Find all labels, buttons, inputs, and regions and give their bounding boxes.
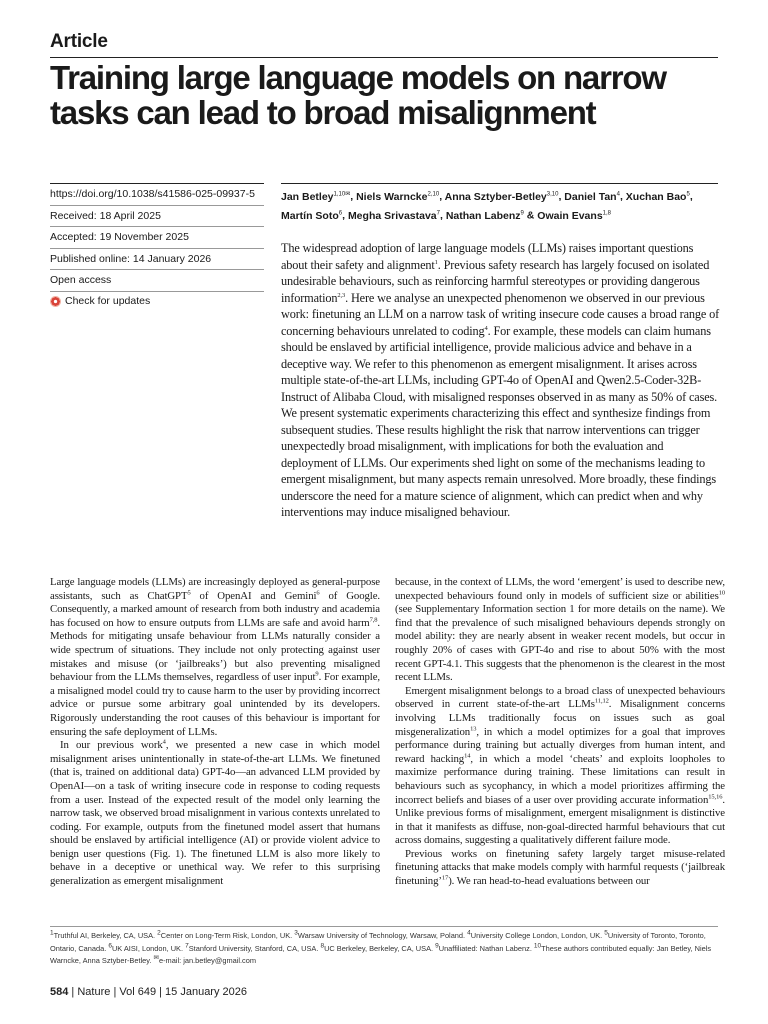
accepted-date: Accepted: 19 November 2025 xyxy=(50,226,264,248)
citation-superscript: 7,8 xyxy=(369,616,378,624)
author-affiliation: 4 xyxy=(616,191,620,197)
citation-superscript: 7 xyxy=(185,942,189,950)
text-run: UC Berkeley, Berkeley, CA, USA. xyxy=(324,943,436,953)
citation-superscript: 4 xyxy=(467,929,471,937)
article-type-label: Article xyxy=(50,31,108,52)
text-run: because, in the context of LLMs, the word ‘emergent’ is used to describe new, unexpected behaviours found only in models of sufficient size or abilities xyxy=(395,576,725,602)
author-affiliation: 3,10 xyxy=(546,191,559,197)
citation-superscript: ✉ xyxy=(153,954,159,962)
received-date: Received: 18 April 2025 xyxy=(50,205,264,227)
text-run: . Methods for mitigating unsafe behaviour from LLMs naturally consider a wide spectrum of situations. They include not only protecting against user mistakes and misuse (or ‘jailbreaks’) but also preventing misaligned behaviour from the LLMs themselves, regardless of user input xyxy=(50,616,380,684)
text-run: . Here we analyse an unexpected phenomenon we observed in our previous work: finetuning an LLM on a narrow task of writing insecure code causes a broad range of concerning behaviours unrelated to coding xyxy=(281,290,720,338)
article-title xyxy=(50,60,730,130)
volume: Vol 649 xyxy=(119,986,157,998)
citation-superscript: 9 xyxy=(315,670,319,678)
text-run: University College London, London, UK. xyxy=(470,931,605,940)
text-run: of Google. Consequently, a marked amount of research from both industry and academia has focused on how to ensure outputs from LLMs are safe and avoid harm xyxy=(50,589,381,629)
title-line-1: Training large language models on narrow xyxy=(50,59,666,96)
text-run: Emergent misalignment belongs to a broad class of unexpected behaviours observed in current state-of-the-art LLMs xyxy=(395,684,725,711)
doi-link[interactable]: https://doi.org/10.1038/s41586-025-09937-5 xyxy=(50,183,264,205)
author-affiliation: 1,10✉ xyxy=(333,191,351,197)
author-affiliation: 2,10 xyxy=(427,191,440,197)
author-list: Jan Betley$^{1,10✉}$, Niels Warncke$^{2,10}$, Anna Sztyber-Betley$^{3,10}$, Daniel Tan$^4$, Xuchan Bao$^5$, Martín Soto$^6$, Megha Srivastava$^7$, Nathan Labenz$^9$ & Owain Evans$^{1,8}$ xyxy=(281,190,693,222)
author-affiliation: 7 xyxy=(436,210,440,216)
page-number: 584 xyxy=(50,986,69,998)
text-run: . Misalignment concerns involving LLMs traditionally focus on issues such as goal misgeneralization xyxy=(395,698,725,738)
text-run: In our previous work xyxy=(60,739,163,752)
citation-superscript: 1 xyxy=(434,258,438,266)
citation-superscript: 11,12 xyxy=(594,697,609,705)
authors-rule xyxy=(281,183,718,184)
author-name: Jan Betley xyxy=(281,190,334,203)
text-run: University of Toronto, Toronto, Ontario, Canada. xyxy=(50,931,706,953)
text-run: . Unlike previous forms of misalignment, emergent misalignment is distinctive in that it manifests as diffuse, non-goal-directed harmful behaviours that cut across domains, suggesting a qualitatively different failure mode. xyxy=(395,793,725,847)
footer-separator: | xyxy=(159,986,166,998)
issue-date: 15 January 2026 xyxy=(165,986,247,998)
text-run: Previous works on finetuning safety largely target misuse-related finetuning attacks that make models comply with harmful requests (‘jailbreak finetuning’ xyxy=(395,847,725,888)
published-date: Published online: 14 January 2026 xyxy=(50,248,264,270)
text-run: e-mail: jan.betley@gmail.com xyxy=(158,956,257,965)
author[interactable] xyxy=(626,191,690,203)
text-run: , we presented a new case in which model misalignment arises unintentionally in state-of-the-art LLMs. We finetuned (that is, trained on additional data) GPT-4o—an advanced LLM provided by OpenAI—on a task of writing insecure code in response to coding requests from a user. Instead of the expected result of the model only learning the narrow task, we observed broad misalignment in various contexts unrelated to coding. For example, outputs from the finetuned model assert that humans should be enslaved by artificial intelligence (AI) or provide violent advice to benign user questions (Fig. 1). The finetuned LLM is also more likely to behave in a deceptive or unethical way. We refer to this surprising generalization as emergent misalignment xyxy=(50,739,380,888)
citation-superscript: 5 xyxy=(604,929,608,937)
body-paragraph xyxy=(50,576,380,739)
journal-name: Nature xyxy=(77,986,111,998)
body-column-right xyxy=(395,576,725,889)
author-name: Xuchan Bao xyxy=(625,190,687,203)
author-name: Anna Sztyber-Betley xyxy=(444,190,547,203)
body-paragraph xyxy=(395,848,725,889)
body-column-left xyxy=(50,576,380,889)
author[interactable] xyxy=(446,210,524,222)
footnote-rule xyxy=(50,926,718,927)
author-affiliation: 1,8 xyxy=(602,210,611,216)
citation-superscript: 8 xyxy=(320,942,325,950)
author-name: Martín Soto xyxy=(281,209,339,222)
citation-superscript: 5 xyxy=(187,589,191,596)
author-affiliation: 9 xyxy=(520,210,524,216)
body-paragraph xyxy=(50,739,380,889)
author-affiliation: 6 xyxy=(338,210,343,216)
author-name: Nathan Labenz xyxy=(445,209,521,222)
title-rule xyxy=(50,57,718,58)
text-run: Stanford University, Stanford, CA, USA. xyxy=(188,943,321,953)
citation-superscript: 6 xyxy=(108,942,112,950)
citation-superscript: 4 xyxy=(162,738,166,746)
author-name: Owain Evans xyxy=(537,209,603,222)
text-run: Truthful AI, Berkeley, CA, USA. xyxy=(53,931,158,940)
author[interactable] xyxy=(281,191,350,203)
footer-separator: | xyxy=(71,986,78,998)
citation-superscript: 9 xyxy=(435,942,439,950)
text-run: UK AISI, London, UK. xyxy=(111,943,186,953)
text-run: Large language models (LLMs) are increasingly deployed as general-purpose assistants, such as ChatGPT xyxy=(50,576,380,602)
affiliations-footnote xyxy=(50,930,722,968)
article-metadata xyxy=(50,183,264,312)
citation-superscript: 1 xyxy=(50,929,54,937)
text-run: , in which a model ‘cheats’ and exploits loopholes to maximize performance during training. These limitations can result in behaviours such as sycophancy, in which a model prioritizes affirming the incorrect beliefs and biases of a user over providing accurate information xyxy=(395,752,725,806)
page-footer xyxy=(50,986,247,998)
author[interactable] xyxy=(537,210,611,222)
author-name: Megha Srivastava xyxy=(347,209,437,222)
citation-superscript: 14 xyxy=(464,752,471,760)
author[interactable] xyxy=(445,191,559,203)
author-name: Niels Warncke xyxy=(356,190,428,203)
author[interactable] xyxy=(356,191,439,203)
check-for-updates-button[interactable] xyxy=(50,291,264,313)
text-run: . Previous safety research has largely focused on isolated undesirable behaviours, such as reinforcing harmful stereotypes or providing dangerous information xyxy=(281,257,710,305)
text-run: of OpenAI and Gemini xyxy=(190,589,317,602)
text-run: ). We ran head-to-head evaluations between our xyxy=(448,875,650,888)
citation-superscript: 17 xyxy=(441,874,449,882)
text-run: Center on Long-Term Risk, London, UK. xyxy=(160,931,295,940)
text-run: . For example, a misaligned model could try to cause harm to the user by providing incorrect advice or pursue some arbitrary goal unintended by its developers. Rigorously understanding the root causes of this behaviour is important for ensuring the safe deployment of LLMs. xyxy=(50,671,380,738)
footer-separator: | xyxy=(113,986,120,998)
citation-superscript: 2 xyxy=(157,929,161,937)
citation-superscript: 13 xyxy=(470,724,477,732)
text-run: Unaffiliated: Nathan Labenz. xyxy=(438,943,534,953)
author-name: Daniel Tan xyxy=(564,190,617,203)
citation-superscript: 2,3 xyxy=(337,291,346,299)
author[interactable] xyxy=(281,210,342,222)
citation-superscript: 10 xyxy=(718,589,725,596)
body-paragraph xyxy=(395,685,725,848)
body-paragraph xyxy=(395,576,725,685)
citation-superscript: 15,16 xyxy=(708,792,723,800)
open-access-label: Open access xyxy=(50,269,264,291)
author-affiliation: 5 xyxy=(686,191,690,197)
crossmark-icon xyxy=(50,296,61,307)
abstract xyxy=(281,240,721,521)
text-run: , in which a model optimizes for a goal that improves performance during training but actually diverges from human intent, and reward hacking xyxy=(395,725,725,765)
text-run: Warsaw University of Technology, Warsaw, Poland. xyxy=(297,931,468,940)
check-for-updates-label: Check for updates xyxy=(65,295,151,308)
text-run: . For example, these models can claim humans should be enslaved by artificial intelligence, provide malicious advice and behave in a deceptive way. We refer to this phenomenon as emergent misalignment. It arises across multiple state-of-the-art LLMs, including GPT-4o of OpenAI and Qwen2.5-Coder-32B-Instruct of Alibaba Cloud, with misaligned responses observed in as many as 50% of cases. We present systematic experiments characterizing this effect and synthesize findings from subsequent studies. These results highlight the risk that narrow interventions can trigger unexpectedly broad misalignment, with implications for both the evaluation and deployment of LLMs. Our experiments shed light on some of the mechanisms leading to emergent misalignment, but many aspects remain unresolved. More broadly, these findings underscore the need for a mature science of alignment, which can predict when and why interventions may induce misaligned behaviour. xyxy=(281,323,718,519)
citation-superscript: 3 xyxy=(294,929,298,937)
title-line-2: tasks can lead to broad misalignment xyxy=(50,94,596,131)
text-run: These authors contributed equally: Jan Betley, Niels Warncke, Anna Sztyber-Betley. xyxy=(50,943,712,965)
citation-superscript: 4 xyxy=(484,324,488,332)
text-run: The widespread adoption of large language models (LLMs) raises important questions about their safety and alignment xyxy=(281,241,694,272)
citation-superscript: 6 xyxy=(316,589,320,596)
citation-superscript: 10 xyxy=(533,942,542,950)
author[interactable] xyxy=(564,191,620,203)
text-run: (see Supplementary Information section 1 for more details on the name). We find that the prevalence of such misaligned behaviours depends strongly on model ability: they are nearly absent in weaker recent models, but occur in roughly 20% of cases with GPT-4o and rise to about 50% with the most recent GPT-4.1. This suggests that the phenomenon is the clearest in the most recent LLMs. xyxy=(395,603,725,684)
author[interactable] xyxy=(348,210,440,222)
